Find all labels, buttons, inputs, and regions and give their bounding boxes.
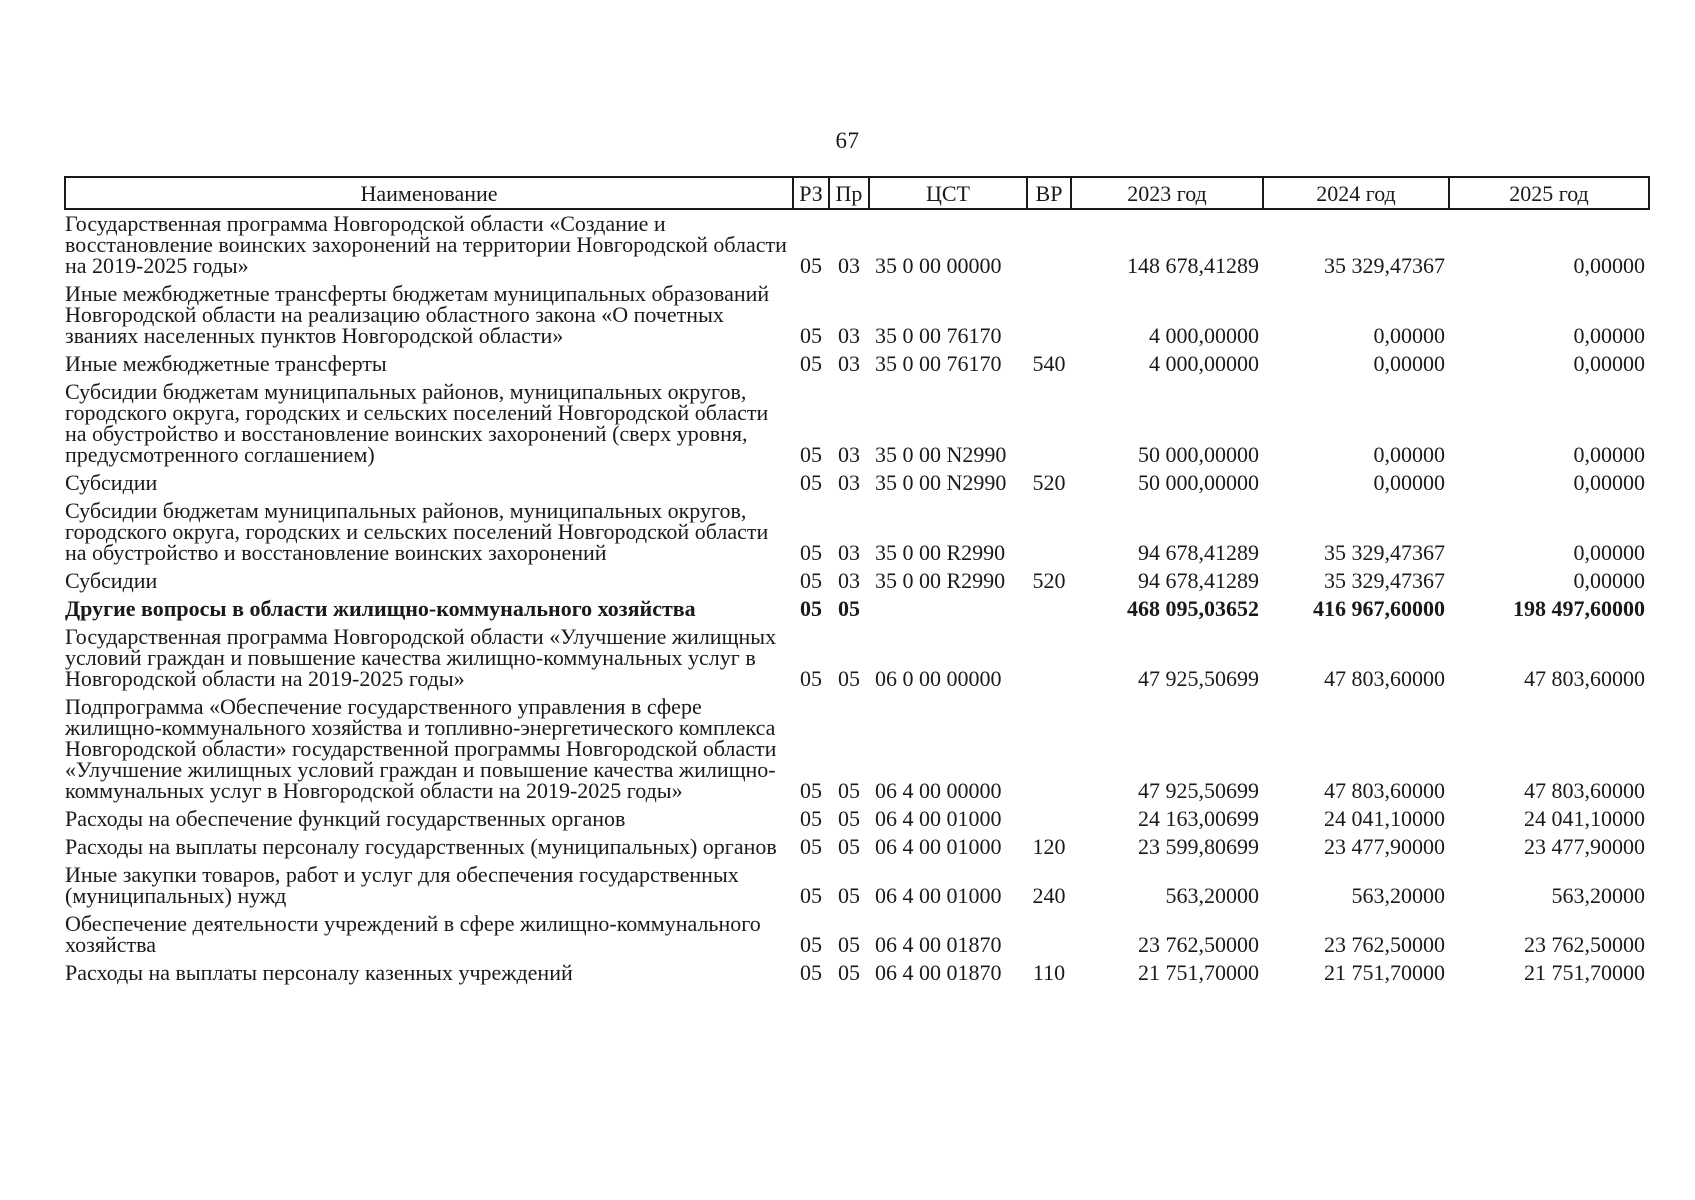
budget-table	[64, 176, 1650, 987]
cell-pr: 05	[838, 834, 860, 859]
cell-2025: 0,00000	[1573, 442, 1645, 467]
table-row	[65, 833, 1649, 861]
table-row	[65, 378, 1649, 469]
cell-pr: 03	[838, 253, 860, 278]
cell-2025: 47 803,60000	[1524, 666, 1645, 691]
table-row	[65, 693, 1649, 805]
cell-vr	[1027, 623, 1071, 693]
table-row	[65, 959, 1649, 987]
cell-name: Субсидии	[65, 470, 158, 495]
header-cst: ЦСТ	[869, 177, 1027, 209]
cell-2024: 47 803,60000	[1324, 778, 1445, 803]
cell-2023: 47 925,50699	[1138, 778, 1259, 803]
cell-cst: 06 4 00 00000	[875, 778, 1002, 803]
cell-2023: 50 000,00000	[1138, 470, 1259, 495]
cell-rz: 05	[800, 806, 822, 831]
cell-vr	[1027, 378, 1071, 469]
cell-vr	[1027, 280, 1071, 350]
cell-pr: 05	[838, 778, 860, 803]
cell-2024: 35 329,47367	[1324, 540, 1445, 565]
cell-2024: 35 329,47367	[1324, 568, 1445, 593]
cell-rz: 05	[800, 960, 822, 985]
cell-2023: 94 678,41289	[1138, 540, 1259, 565]
cell-2025: 0,00000	[1573, 540, 1645, 565]
header-2025: 2025 год	[1449, 177, 1649, 209]
cell-name: Расходы на выплаты персоналу государственных (муниципальных) органов	[65, 834, 777, 859]
cell-2024: 24 041,10000	[1324, 806, 1445, 831]
cell-rz: 05	[800, 351, 822, 376]
table-row	[65, 497, 1649, 567]
cell-rz: 05	[800, 778, 822, 803]
cell-cst: 35 0 00 76170	[875, 351, 1002, 376]
table-body	[65, 209, 1649, 987]
table-row	[65, 623, 1649, 693]
cell-name: Обеспечение деятельности учреждений в сфере жилищно-коммунального хозяйства	[65, 911, 761, 957]
header-vr: ВР	[1027, 177, 1071, 209]
cell-pr: 03	[838, 540, 860, 565]
cell-rz: 05	[800, 540, 822, 565]
cell-2024: 0,00000	[1373, 323, 1445, 348]
cell-2023: 563,20000	[1165, 883, 1259, 908]
cell-2023: 23 762,50000	[1138, 932, 1259, 957]
cell-rz: 05	[800, 596, 822, 621]
cell-2023: 468 095,03652	[1127, 596, 1259, 621]
cell-2024: 23 477,90000	[1324, 834, 1445, 859]
cell-cst: 06 4 00 01870	[875, 932, 1002, 957]
cell-pr: 03	[838, 470, 860, 495]
cell-rz: 05	[800, 883, 822, 908]
cell-2025: 0,00000	[1573, 253, 1645, 278]
cell-2024: 0,00000	[1373, 470, 1445, 495]
cell-2025: 0,00000	[1573, 568, 1645, 593]
cell-vr	[1027, 910, 1071, 959]
cell-vr	[1027, 805, 1071, 833]
table-row	[65, 280, 1649, 350]
header-row	[65, 177, 1649, 209]
cell-name: Субсидии бюджетам муниципальных районов, муниципальных округов, городского округа, городских и сельских поселений Новгородской области на обустройство и восстановление воинских захоронений (сверх уровня, предусмотренного соглашением)	[65, 379, 769, 467]
cell-cst: 35 0 00 00000	[875, 253, 1002, 278]
table-row	[65, 910, 1649, 959]
cell-2024: 0,00000	[1373, 442, 1445, 467]
header-name: Наименование	[65, 177, 793, 209]
cell-2023: 24 163,00699	[1138, 806, 1259, 831]
cell-vr: 520	[1032, 470, 1066, 495]
cell-2023: 21 751,70000	[1138, 960, 1259, 985]
cell-cst: 06 4 00 01870	[875, 960, 1002, 985]
cell-vr	[1027, 693, 1071, 805]
cell-cst: 06 4 00 01000	[875, 806, 1002, 831]
cell-rz: 05	[800, 834, 822, 859]
cell-cst: 06 4 00 01000	[875, 834, 1002, 859]
cell-2025: 0,00000	[1573, 470, 1645, 495]
cell-2024: 47 803,60000	[1324, 666, 1445, 691]
cell-2025: 24 041,10000	[1524, 806, 1645, 831]
budget-table-container	[64, 176, 1650, 987]
cell-2023: 4 000,00000	[1149, 323, 1259, 348]
cell-2024: 21 751,70000	[1324, 960, 1445, 985]
cell-vr: 110	[1032, 960, 1066, 985]
cell-2024: 23 762,50000	[1324, 932, 1445, 957]
cell-name: Иные межбюджетные трансферты	[65, 351, 387, 376]
cell-2025: 0,00000	[1573, 323, 1645, 348]
cell-name: Субсидии	[65, 568, 158, 593]
cell-2023: 23 599,80699	[1138, 834, 1259, 859]
cell-rz: 05	[800, 666, 822, 691]
cell-2025: 21 751,70000	[1524, 960, 1645, 985]
page-number: 67	[835, 128, 860, 153]
cell-2023: 94 678,41289	[1138, 568, 1259, 593]
table-row	[65, 805, 1649, 833]
cell-cst: 06 4 00 01000	[875, 883, 1002, 908]
cell-vr: 240	[1032, 883, 1066, 908]
table-row	[65, 350, 1649, 378]
cell-2023: 47 925,50699	[1138, 666, 1259, 691]
header-pr: Пр	[829, 177, 869, 209]
cell-2025: 0,00000	[1573, 351, 1645, 376]
cell-name: Расходы на выплаты персоналу казенных учреждений	[65, 960, 573, 985]
cell-name: Иные закупки товаров, работ и услуг для обеспечения государственных (муниципальных) нужд	[65, 862, 739, 908]
cell-pr: 03	[838, 323, 860, 348]
cell-name: Государственная программа Новгородской области «Создание и восстановление воинских захоронений на территории Новгородской области на 2019-2025 годы»	[65, 211, 787, 278]
cell-2025: 47 803,60000	[1524, 778, 1645, 803]
header-rz: РЗ	[793, 177, 829, 209]
cell-2024: 35 329,47367	[1324, 253, 1445, 278]
cell-2023: 4 000,00000	[1149, 351, 1259, 376]
cell-2023: 148 678,41289	[1127, 253, 1259, 278]
cell-vr: 520	[1032, 568, 1066, 593]
cell-cst: 35 0 00 R2990	[875, 568, 1006, 593]
cell-rz: 05	[800, 253, 822, 278]
cell-name: Расходы на обеспечение функций государственных органов	[65, 806, 626, 831]
cell-2023: 50 000,00000	[1138, 442, 1259, 467]
cell-rz: 05	[800, 442, 822, 467]
cell-2024: 0,00000	[1373, 351, 1445, 376]
cell-pr: 05	[838, 806, 860, 831]
cell-rz: 05	[800, 932, 822, 957]
cell-2024: 563,20000	[1351, 883, 1445, 908]
cell-pr: 05	[838, 596, 860, 621]
cell-name: Иные межбюджетные трансферты бюджетам муниципальных образований Новгородской области на реализацию областного закона «О почетных званиях населенных пунктов Новгородской области»	[65, 281, 770, 348]
table-row	[65, 595, 1649, 623]
cell-pr: 03	[838, 351, 860, 376]
cell-name: Государственная программа Новгородской области «Улучшение жилищных условий граждан и повышение качества жилищно-коммунальных услуг в Новгородской области на 2019-2025 годы»	[65, 624, 777, 691]
cell-vr	[1027, 497, 1071, 567]
table-row	[65, 469, 1649, 497]
cell-vr	[1027, 209, 1071, 280]
cell-cst: 35 0 00 76170	[875, 323, 1002, 348]
table-row	[65, 567, 1649, 595]
table-header	[65, 177, 1649, 209]
cell-name: Подпрограмма «Обеспечение государственного управления в сфере жилищно-коммунального хозяйства и топливно-энергетического комплекса Новгородской области» государственной программы Новгородской области «Улучшение жилищных условий граждан и повышение качества жилищно-коммунальных услуг в Новгородской области на 2019-2025 годы»	[65, 694, 777, 803]
cell-2024: 416 967,60000	[1313, 596, 1445, 621]
table-row	[65, 861, 1649, 910]
cell-2025: 23 477,90000	[1524, 834, 1645, 859]
header-2024: 2024 год	[1263, 177, 1449, 209]
cell-cst	[869, 595, 1027, 623]
cell-rz: 05	[800, 470, 822, 495]
cell-cst: 06 0 00 00000	[875, 666, 1002, 691]
cell-rz: 05	[800, 568, 822, 593]
cell-vr	[1027, 595, 1071, 623]
cell-2025: 23 762,50000	[1524, 932, 1645, 957]
cell-pr: 05	[838, 883, 860, 908]
cell-pr: 05	[838, 960, 860, 985]
cell-pr: 05	[838, 666, 860, 691]
header-2023: 2023 год	[1071, 177, 1263, 209]
cell-pr: 05	[838, 932, 860, 957]
cell-rz: 05	[800, 323, 822, 348]
table-row	[65, 209, 1649, 280]
cell-pr: 03	[838, 442, 860, 467]
cell-name: Другие вопросы в области жилищно-коммунального хозяйства	[65, 596, 696, 621]
cell-cst: 35 0 00 N2990	[875, 442, 1007, 467]
cell-pr: 03	[838, 568, 860, 593]
cell-vr: 120	[1032, 834, 1066, 859]
cell-2025: 563,20000	[1551, 883, 1645, 908]
cell-cst: 35 0 00 N2990	[875, 470, 1007, 495]
cell-vr: 540	[1032, 351, 1066, 376]
cell-name: Субсидии бюджетам муниципальных районов, муниципальных округов, городского округа, городских и сельских поселений Новгородской области на обустройство и восстановление воинских захоронений	[65, 498, 769, 565]
cell-2025: 198 497,60000	[1513, 596, 1645, 621]
cell-cst: 35 0 00 R2990	[875, 540, 1006, 565]
